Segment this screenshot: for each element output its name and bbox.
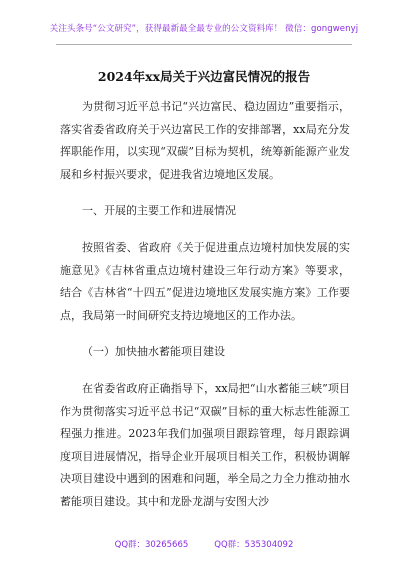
subsection-heading: （一）加快抽水蓄能项目建设	[82, 345, 225, 359]
footer	[0, 538, 408, 550]
footer-qq-group-1: QQ群：30265665	[114, 540, 189, 550]
intro-paragraph: 为贯彻习近平总书记“兴边富民、稳边固边”重要指示，落实省委省政府关于兴边富民工作的安排部署，xx局充分发挥职能作用，以实现“双碳”目标为契机，统筹新能源产业发展和乡村振兴要求，促进我省边境地区发展。	[60, 100, 350, 181]
footer-qq-group-2: QQ群：535304092	[214, 540, 294, 550]
document-title: 2024年xx局关于兴边富民情况的报告	[97, 69, 311, 84]
document-body	[60, 96, 350, 514]
subsection-paragraph: 在省委省政府正确指导下，xx局把“山水蓄能三峡”项目作为贯彻落实习近平总书记“双碳”目标的重大标志性能源工程强力推进。2023年我们加强项目跟踪管理，每月跟踪调度项目进展情况，指导企业开展项目相关工作，积极协调解决项目建设中遇到的困难和问题，举全局之力全力推动抽水蓄能项目建设。其中和龙卧龙湖与安图大沙	[60, 381, 350, 508]
section-paragraph: 按照省委、省政府《关于促进重点边境村加快发展的实施意见》《吉林省重点边境村建设三年行动方案》等要求，结合《吉林省“十四五”促进边境地区发展实施方案》工作要点，我局第一时间研究支持边境地区的工作办法。	[60, 240, 350, 322]
header-banner: 关注头条号“公文研究”，获得最新最全最专业的公文资料库！ 微信：gongwenyj	[49, 24, 359, 34]
header-divider	[56, 44, 352, 45]
section-heading: 一、开展的主要工作和进展情况	[82, 204, 236, 218]
